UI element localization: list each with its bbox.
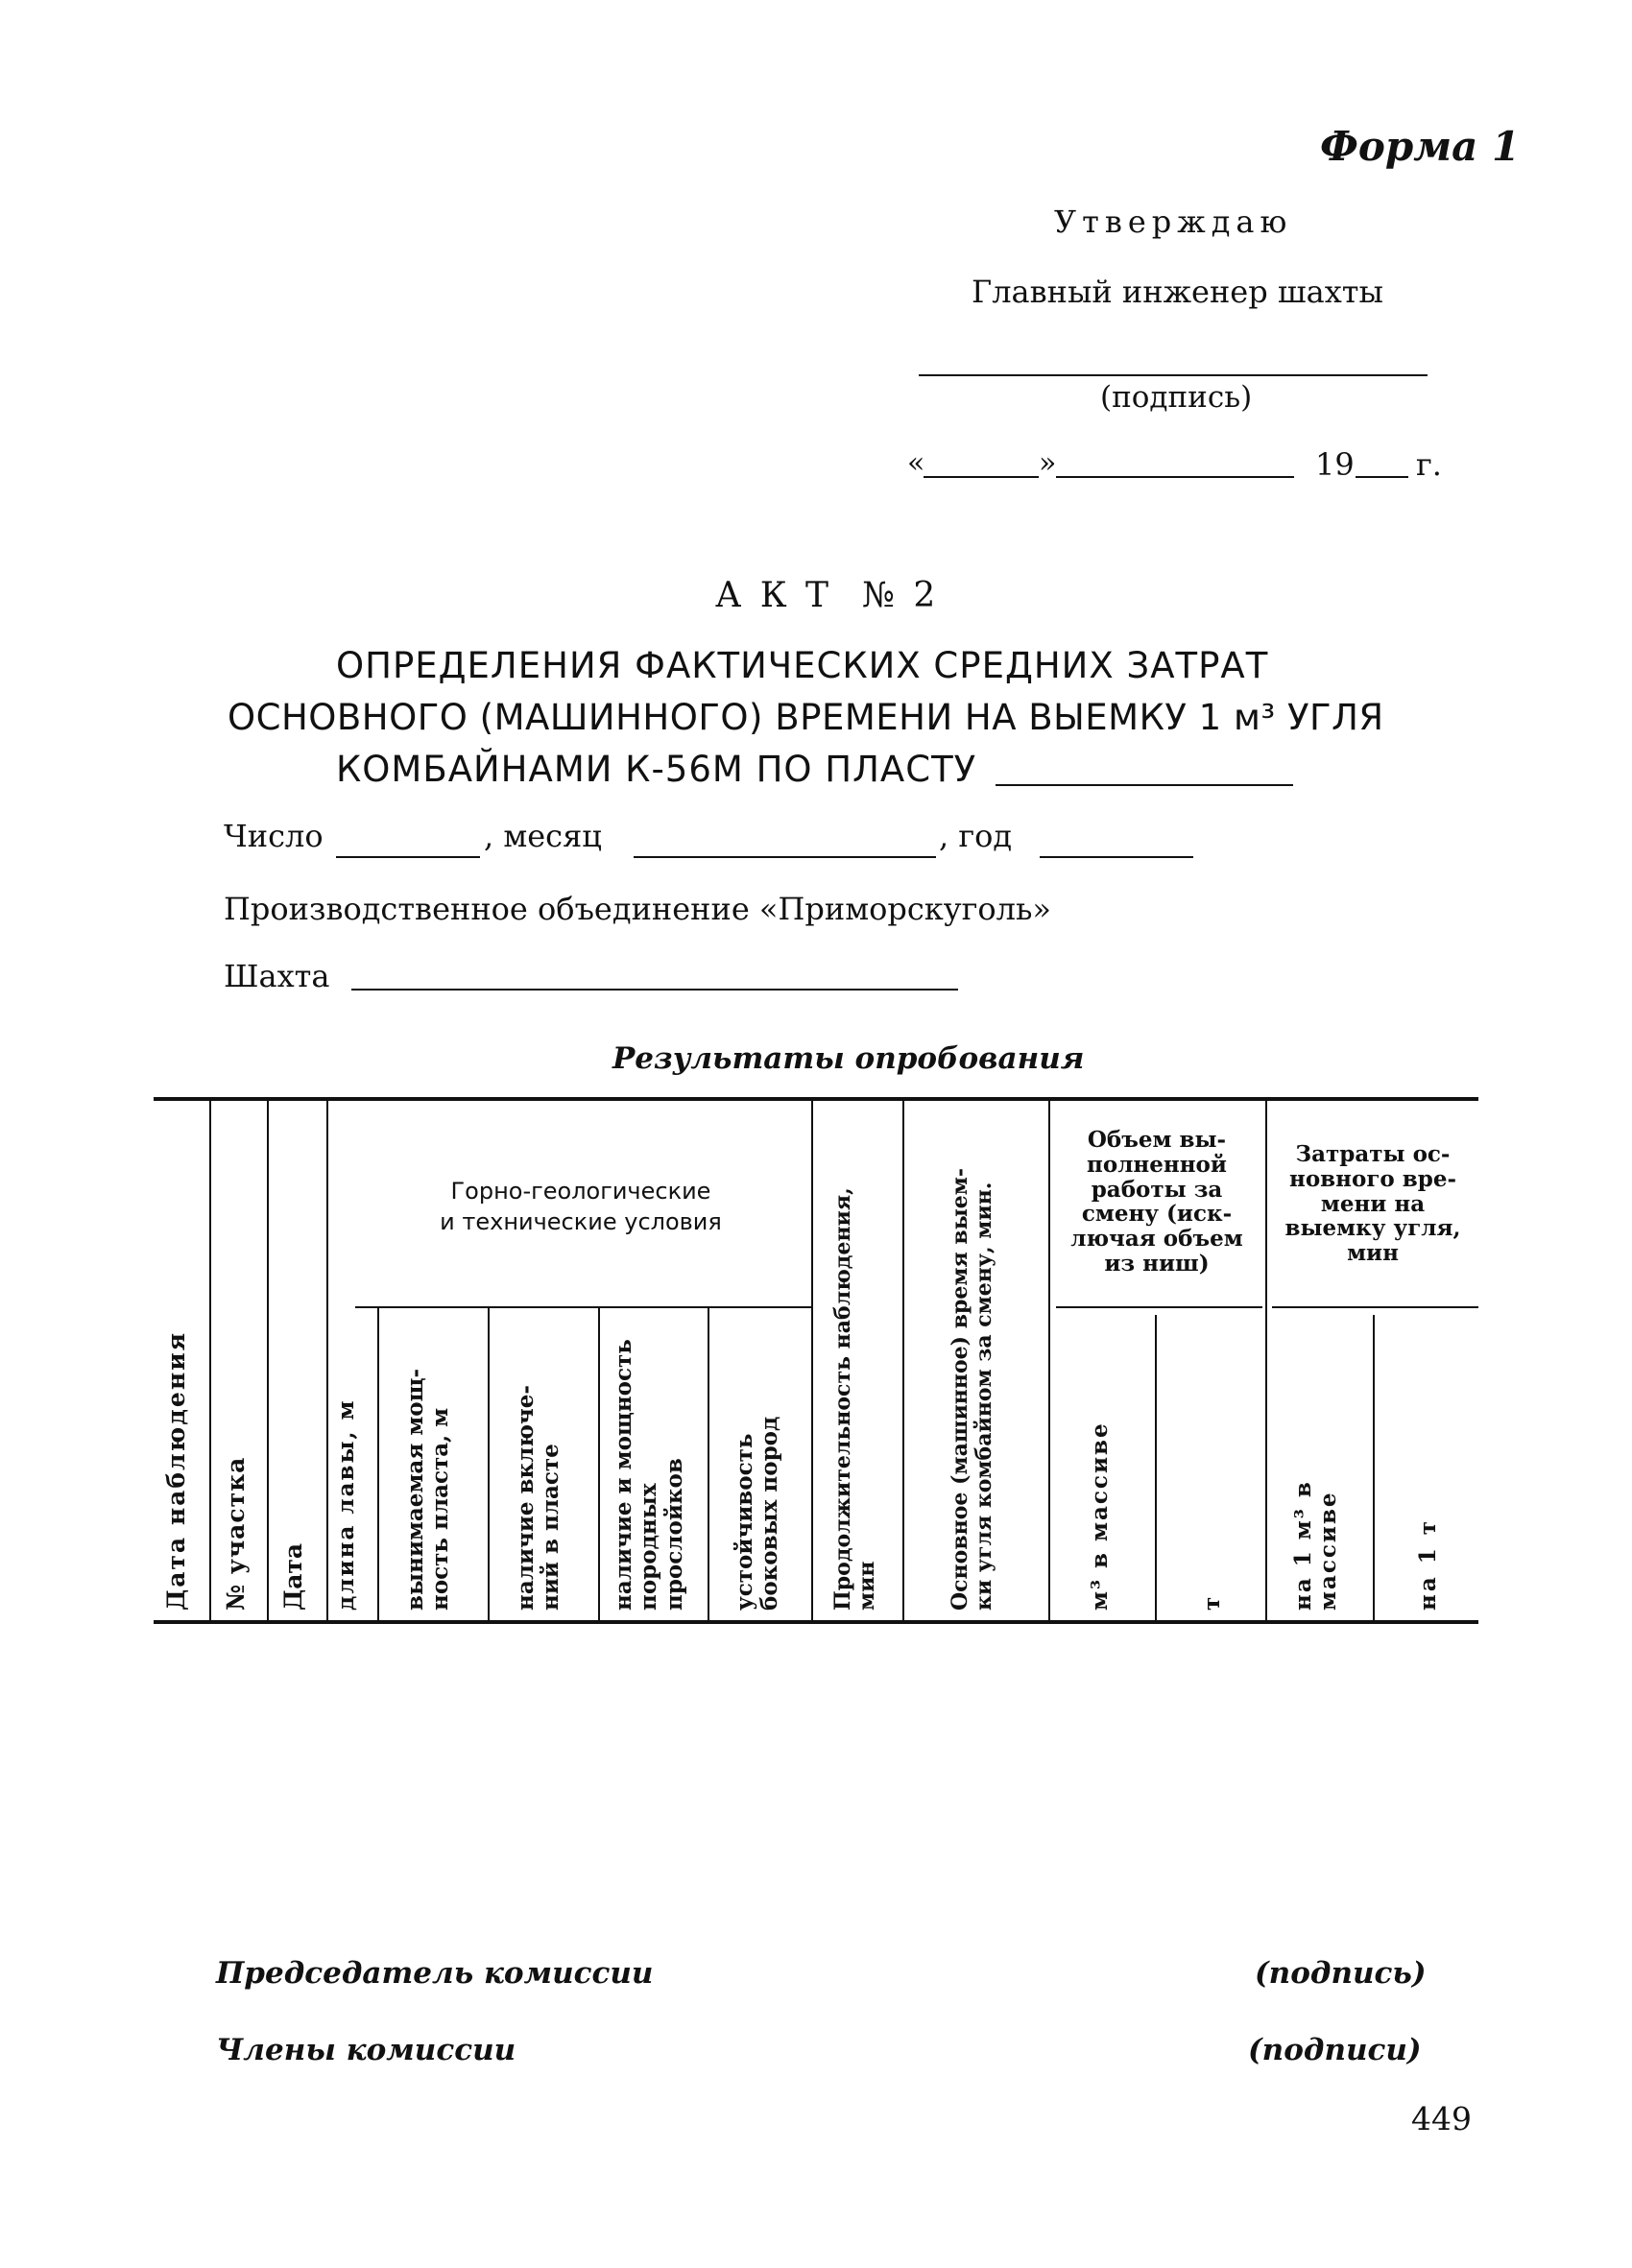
title-line-1: ОПРЕДЕЛЕНИЯ ФАКТИЧЕСКИХ СРЕДНИХ ЗАТРАТ xyxy=(336,645,1269,686)
col-divider xyxy=(326,1099,328,1622)
cost-group-line-2: новного вре- xyxy=(1288,1165,1457,1192)
act-title: А К Т № 2 xyxy=(715,576,940,615)
month-line xyxy=(634,856,936,858)
year-line xyxy=(1040,856,1193,858)
col-cost-per-m3: на 1 м³ в массиве xyxy=(1290,1480,1342,1611)
col-observation-date: Дата наблюдения xyxy=(162,1330,190,1611)
signature-caption: (подпись) xyxy=(1100,380,1253,415)
volume-group-line-2: полненной xyxy=(1087,1151,1227,1178)
date-year-line xyxy=(1356,476,1408,478)
mine-line xyxy=(351,989,958,991)
date-month-line xyxy=(1056,476,1294,478)
col-observation-duration: Продолжительность наблюдения, мин xyxy=(830,1187,880,1611)
year-prefix: 19 xyxy=(1315,446,1355,483)
volume-group-line-6: из ниш) xyxy=(1104,1250,1210,1277)
geo-group-line-2: и технические условия xyxy=(440,1208,722,1236)
col-divider xyxy=(209,1099,211,1622)
col-inclusions: наличие включе- ний в пласте xyxy=(513,1385,564,1611)
geo-subheader-rule xyxy=(355,1306,811,1308)
col-cost-per-t: на 1 т xyxy=(1415,1517,1441,1611)
seam-name-line xyxy=(996,784,1293,786)
col-divider xyxy=(811,1099,813,1622)
col-divider xyxy=(488,1307,490,1622)
chairman-signature-caption: (подпись) xyxy=(1255,1956,1427,1991)
date-day-line xyxy=(924,476,1039,478)
year-suffix: г. xyxy=(1416,446,1442,483)
chief-engineer-label: Главный инженер шахты xyxy=(972,274,1383,310)
date-open-quote: « xyxy=(907,446,925,480)
cost-group-line-4: выемку угля, xyxy=(1284,1215,1461,1242)
col-interlayers: наличие и мощность породных прослойков xyxy=(611,1339,687,1611)
mine-label: Шахта xyxy=(224,958,330,994)
volume-group-line-3: работы за xyxy=(1091,1176,1223,1203)
page-number: 449 xyxy=(1411,2100,1472,2137)
table-bottom-rule xyxy=(154,1620,1478,1624)
col-divider xyxy=(902,1099,904,1622)
col-machine-time: Основное (машинное) время выем- ки угля комбайном за смену, мин. xyxy=(948,1167,997,1611)
year-label: , год xyxy=(939,818,1013,854)
cost-group-header xyxy=(1267,1142,1478,1266)
col-divider xyxy=(377,1307,379,1622)
col-divider xyxy=(1155,1315,1157,1622)
title-line-3: КОМБАЙНАМИ К-56М ПО ПЛАСТУ xyxy=(336,749,977,790)
approve-label: Утверждаю xyxy=(1054,203,1293,240)
col-divider xyxy=(708,1307,709,1622)
col-seam-thickness: вынимаемая мощ- ность пласта, м xyxy=(402,1368,454,1611)
cost-group-line-3: мени на xyxy=(1320,1190,1426,1217)
col-face-length: длина лавы, м xyxy=(333,1398,359,1611)
day-label: Число xyxy=(224,818,324,854)
volume-group-line-4: смену (иск- xyxy=(1081,1201,1233,1228)
geo-group-line-1: Горно-геологические xyxy=(450,1178,711,1205)
col-rock-stability: устойчивость боковых пород xyxy=(732,1416,783,1611)
day-line xyxy=(336,856,480,858)
cost-group-line-5: мин xyxy=(1347,1240,1399,1266)
col-date: Дата xyxy=(279,1542,307,1611)
association-label: Производственное объединение «Приморскуголь» xyxy=(224,891,1051,927)
col-volume-t: т xyxy=(1199,1596,1225,1611)
col-volume-m3: м³ в массиве xyxy=(1087,1421,1113,1611)
members-signature-caption: (подписи) xyxy=(1248,2033,1422,2067)
form-label: Форма 1 xyxy=(1320,123,1521,170)
title-line-2: ОСНОВНОГО (МАШИННОГО) ВРЕМЕНИ НА ВЫЕМКУ 1 м³ УГЛЯ xyxy=(228,697,1384,738)
month-label: , месяц xyxy=(484,818,602,854)
col-divider xyxy=(598,1307,600,1622)
table-top-rule xyxy=(154,1097,1478,1101)
geo-group-header xyxy=(374,1176,787,1238)
volume-group-header xyxy=(1050,1128,1263,1277)
volume-group-line-1: Объем вы- xyxy=(1087,1127,1227,1153)
date-close-quote: » xyxy=(1039,446,1057,480)
volume-subheader-rule xyxy=(1056,1306,1262,1308)
chairman-label: Председатель комиссии xyxy=(216,1956,654,1991)
volume-group-line-5: лючая объем xyxy=(1070,1226,1243,1252)
cost-group-line-1: Затраты ос- xyxy=(1295,1141,1451,1167)
col-section-number: № участка xyxy=(222,1456,250,1611)
col-divider xyxy=(267,1099,269,1622)
col-divider xyxy=(1373,1315,1375,1622)
table-caption: Результаты опробования xyxy=(612,1041,1085,1076)
signature-line xyxy=(919,374,1428,376)
cost-subheader-rule xyxy=(1272,1306,1478,1308)
members-label: Члены комиссии xyxy=(216,2033,516,2067)
